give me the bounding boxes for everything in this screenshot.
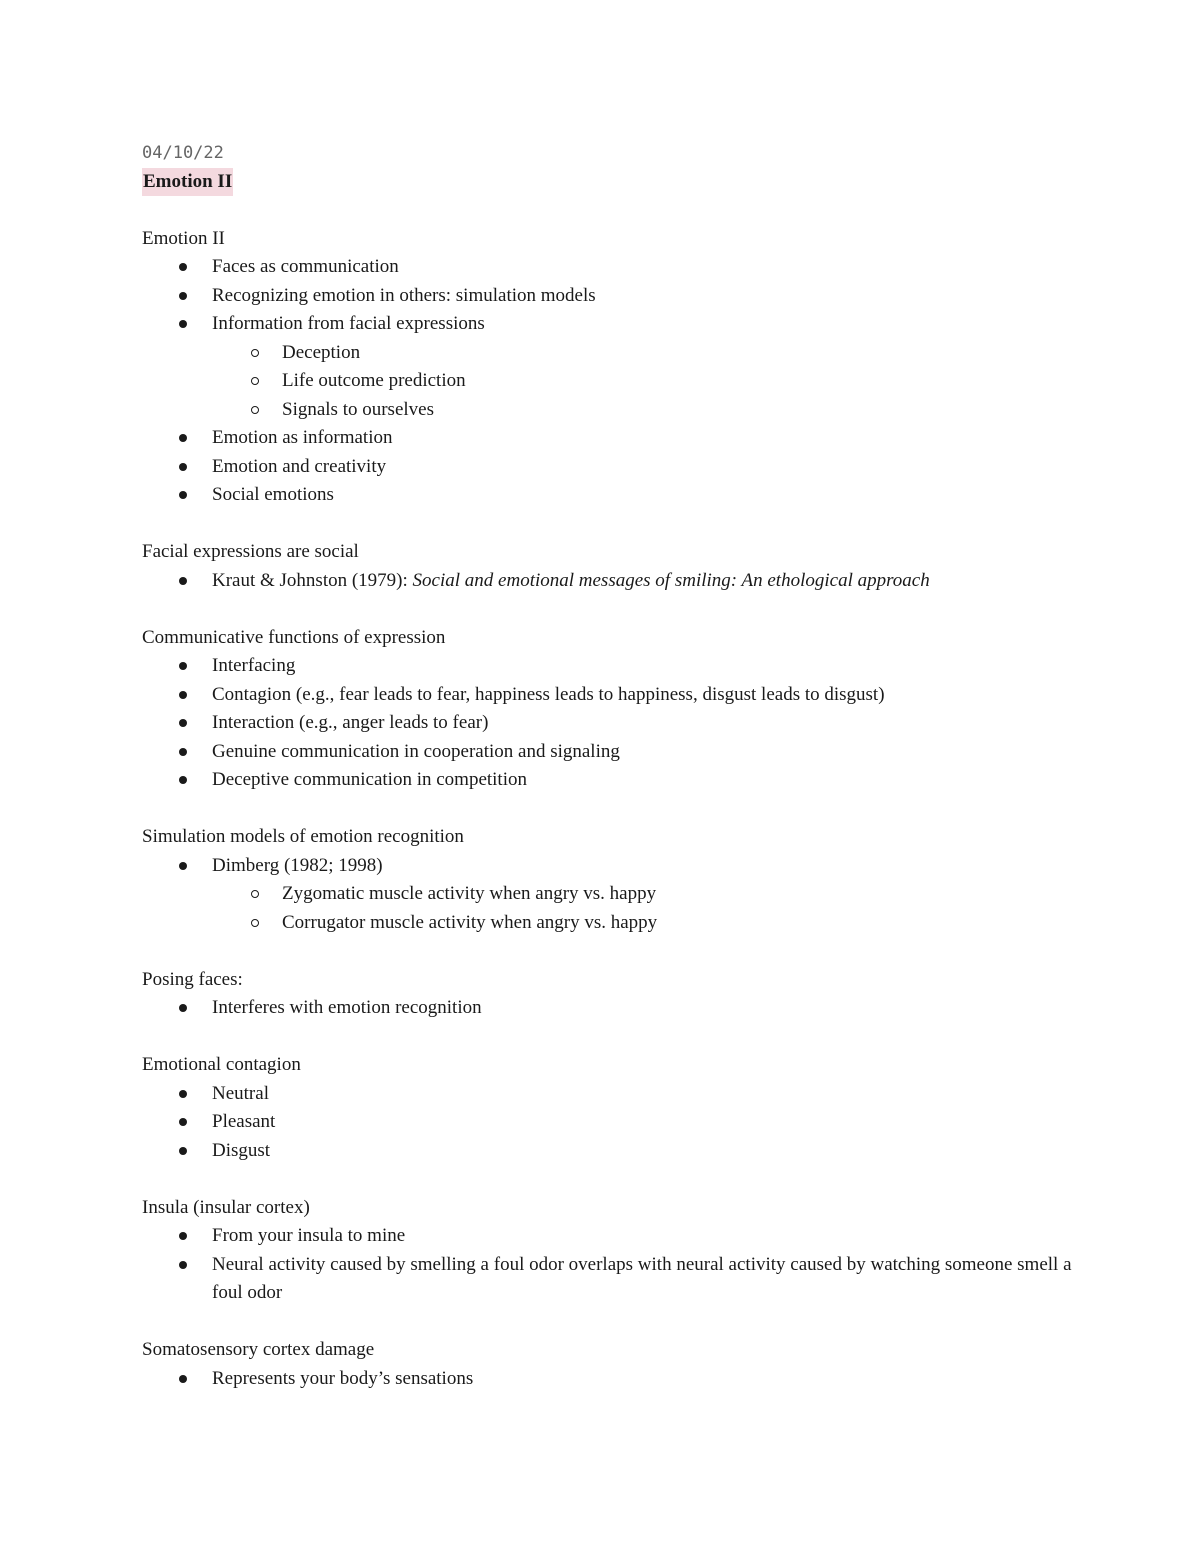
list-item: From your insula to mine: [142, 1222, 1102, 1251]
list-item: [142, 310, 1102, 339]
sub-list-item: Life outcome prediction: [212, 367, 1102, 396]
spacer: [142, 795, 1102, 824]
spacer: [142, 595, 1102, 624]
spacer: [142, 1308, 1102, 1337]
overview-sublist: [212, 339, 1102, 425]
citation-authors: Kraut & Johnston (1979):: [212, 569, 413, 591]
simulation-list: [142, 852, 1102, 881]
list-item: Contagion (e.g., fear leads to fear, happiness leads to happiness, disgust leads to disgust): [142, 681, 1102, 710]
list-item-label: Information from facial expressions: [212, 313, 485, 334]
list-item: Emotion as information: [142, 424, 1102, 453]
communicative-list: [142, 652, 1102, 795]
facial-social-list: [142, 567, 1102, 596]
section-heading-communicative: Communicative functions of expression: [142, 626, 446, 648]
list-item: Pleasant: [142, 1108, 1102, 1137]
overview-list: [142, 253, 1102, 339]
list-item: Disgust: [142, 1137, 1102, 1166]
list-item: Social emotions: [142, 481, 1102, 510]
overview-sublist-wrapper: [142, 339, 1102, 425]
list-item: Interferes with emotion recognition: [142, 994, 1102, 1023]
section-heading-insula: Insula (insular cortex): [142, 1196, 310, 1218]
list-item: Dimberg (1982; 1998): [142, 852, 1102, 881]
list-item: Interfacing: [142, 652, 1102, 681]
citation-title: Social and emotional messages of smiling: An ethological approach: [412, 569, 930, 591]
sub-list-item: Deception: [212, 339, 1102, 368]
section-heading-overview: Emotion II: [142, 227, 225, 249]
spacer: [142, 1023, 1102, 1052]
insula-list: [142, 1222, 1102, 1308]
list-item: Neural activity caused by smelling a foul odor overlaps with neural activity caused by watching someone smell a foul odor: [142, 1251, 1072, 1308]
spacer: [142, 196, 1102, 225]
page-title: Emotion II: [142, 168, 233, 197]
list-item: Genuine communication in cooperation and signaling: [142, 738, 1102, 767]
spacer: [142, 937, 1102, 966]
overview-list-continued: [142, 424, 1102, 510]
list-item: Interaction (e.g., anger leads to fear): [142, 709, 1102, 738]
document-page: [142, 139, 1102, 1393]
list-item: Recognizing emotion in others: simulation models: [142, 282, 1102, 311]
section-heading-somatosensory: Somatosensory cortex damage: [142, 1339, 375, 1360]
somatosensory-list: [142, 1365, 1102, 1394]
date-stamp: 04/10/22: [142, 143, 224, 163]
simulation-sublist-wrapper: [142, 880, 1102, 937]
spacer: [142, 510, 1102, 539]
list-item: Emotion and creativity: [142, 453, 1102, 482]
posing-list: [142, 994, 1102, 1023]
section-heading-simulation: Simulation models of emotion recognition: [142, 826, 464, 847]
sub-list-item: Zygomatic muscle activity when angry vs. happy: [212, 880, 1102, 909]
list-item: Deceptive communication in competition: [142, 766, 1102, 795]
sub-list-item: Signals to ourselves: [212, 396, 1102, 425]
citation-item: [142, 567, 1102, 596]
section-heading-contagion: Emotional contagion: [142, 1054, 301, 1075]
simulation-sublist: [212, 880, 1102, 937]
list-item: Faces as communication: [142, 253, 1102, 282]
spacer: [142, 1165, 1102, 1194]
section-heading-facial-social: Facial expressions are social: [142, 541, 359, 562]
section-heading-posing: Posing faces:: [142, 968, 243, 990]
list-item: Neutral: [142, 1080, 1102, 1109]
list-item: Represents your body’s sensations: [142, 1365, 1102, 1394]
contagion-list: [142, 1080, 1102, 1166]
sub-list-item: Corrugator muscle activity when angry vs. happy: [212, 909, 1102, 938]
